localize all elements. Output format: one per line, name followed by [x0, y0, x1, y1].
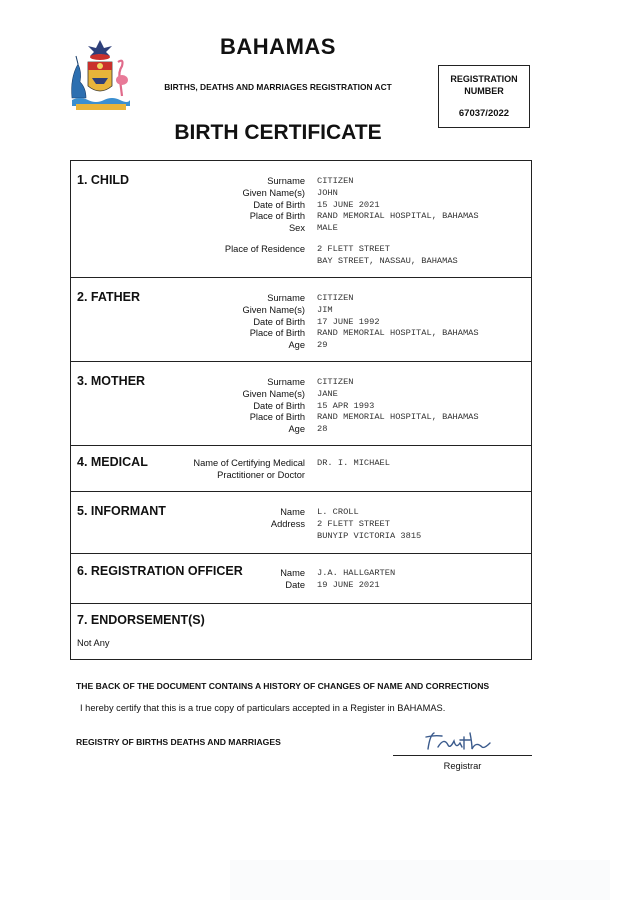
officer-values [317, 568, 395, 592]
father-dob: 17 JUNE 1992 [317, 316, 380, 327]
child-residence-label: Place of Residence [224, 243, 305, 254]
mother-surname-label: Surname [267, 377, 305, 387]
informant-labels [271, 507, 305, 531]
section-informant [71, 492, 531, 554]
section-title-child: 1. CHILD [77, 173, 130, 187]
country-heading: BAHAMAS [220, 34, 336, 59]
section-endorsement [71, 604, 531, 661]
child-dob-label: Date of Birth [253, 199, 305, 210]
child-given-label: Given Name(s) [242, 187, 305, 198]
mother-given-label: Given Name(s) [242, 388, 305, 399]
faint-watermark [230, 860, 610, 900]
father-values [317, 293, 479, 352]
father-surname-label: Surname [267, 293, 305, 303]
coat-of-arms-icon [66, 38, 134, 112]
section-title-informant: 5. INFORMANT [77, 504, 166, 518]
section-mother [71, 362, 531, 446]
registration-label-line2: NUMBER [464, 86, 504, 96]
mother-given-name: JANE [317, 388, 338, 399]
child-sex-label: Sex [288, 223, 305, 234]
father-labels [242, 293, 305, 352]
informant-name-label: Name [280, 507, 305, 517]
certification-statement: I hereby certify that this is a true copy of particulars accepted in a Register in BAHAMAS. [80, 703, 446, 713]
mother-surname: CITIZEN [317, 377, 354, 387]
father-age-label: Age [288, 340, 305, 351]
child-pob-label: Place of Birth [249, 211, 305, 222]
section-title-medical: 4. MEDICAL [77, 455, 148, 469]
child-labels [225, 176, 305, 256]
informant-values [317, 507, 421, 542]
child-sex: MALE [317, 223, 338, 234]
father-pob: RAND MEMORIAL HOSPITAL, BAHAMAS [317, 328, 479, 339]
registry-name: REGISTRY OF BIRTHS DEATHS AND MARRIAGES [76, 737, 281, 747]
medical-practitioner: DR. I. MICHAEL [317, 458, 390, 468]
section-registration-officer [71, 554, 531, 604]
registrar-label: Registrar [443, 761, 482, 771]
officer-name: J.A. HALLGARTEN [317, 568, 396, 578]
registrar-signature [420, 729, 500, 755]
mother-dob: 15 APR 1993 [317, 400, 375, 411]
mother-values [317, 377, 479, 436]
informant-address-line2: BUNYIP VICTORIA 3815 [317, 530, 422, 541]
father-given-label: Given Name(s) [242, 304, 305, 315]
mother-age-label: Age [288, 424, 305, 435]
father-age: 29 [317, 340, 328, 351]
child-values [317, 176, 479, 268]
officer-name-label: Name [280, 568, 305, 578]
child-dob: 15 JUNE 2021 [317, 199, 380, 210]
father-surname: CITIZEN [317, 293, 354, 303]
registration-label-line1: REGISTRATION [450, 74, 518, 84]
section-child [71, 161, 531, 278]
section-medical [71, 446, 531, 492]
informant-name: L. CROLL [317, 507, 359, 517]
back-of-document-note: THE BACK OF THE DOCUMENT CONTAINS A HISTORY OF CHANGES OF NAME AND CORRECTIONS [76, 681, 490, 691]
child-residence-line2: BAY STREET, NASSAU, BAHAMAS [317, 255, 458, 266]
endorsement-value: Not Any [77, 638, 110, 648]
act-title: BIRTHS, DEATHS AND MARRIAGES REGISTRATION ACT [164, 82, 392, 92]
signature-line [393, 755, 532, 756]
mother-pob: RAND MEMORIAL HOSPITAL, BAHAMAS [317, 412, 479, 423]
officer-date-label: Date [285, 579, 305, 590]
child-residence-line1: 2 FLETT STREET [317, 243, 390, 254]
registration-number: 67037/2022 [458, 108, 510, 119]
medical-labels [193, 458, 305, 482]
section-title-officer: 6. REGISTRATION OFFICER [77, 564, 243, 578]
informant-address-label: Address [270, 518, 305, 529]
certificate-table [70, 160, 532, 660]
medical-label-line1: Name of Certifying Medical [193, 458, 305, 468]
registration-number-box [438, 65, 530, 128]
section-title-endorsement: 7. ENDORSEMENT(S) [77, 613, 205, 627]
child-given-name: JOHN [317, 187, 338, 198]
father-dob-label: Date of Birth [253, 316, 305, 327]
father-pob-label: Place of Birth [249, 328, 305, 339]
officer-date: 19 JUNE 2021 [317, 579, 380, 590]
mother-age: 28 [317, 424, 328, 435]
child-pob: RAND MEMORIAL HOSPITAL, BAHAMAS [317, 211, 479, 222]
mother-labels [242, 377, 305, 436]
medical-label-line2: Practitioner or Doctor [217, 469, 305, 480]
section-title-father: 2. FATHER [77, 290, 140, 304]
mother-dob-label: Date of Birth [253, 400, 305, 411]
child-surname: CITIZEN [317, 176, 354, 186]
section-father [71, 278, 531, 362]
certificate-title: BIRTH CERTIFICATE [174, 121, 382, 144]
informant-address-line1: 2 FLETT STREET [317, 518, 390, 529]
father-given-name: JIM [317, 304, 333, 315]
medical-values [317, 458, 390, 470]
mother-pob-label: Place of Birth [249, 412, 305, 423]
child-surname-label: Surname [267, 176, 305, 186]
section-title-mother: 3. MOTHER [77, 374, 146, 388]
officer-labels [280, 568, 305, 592]
